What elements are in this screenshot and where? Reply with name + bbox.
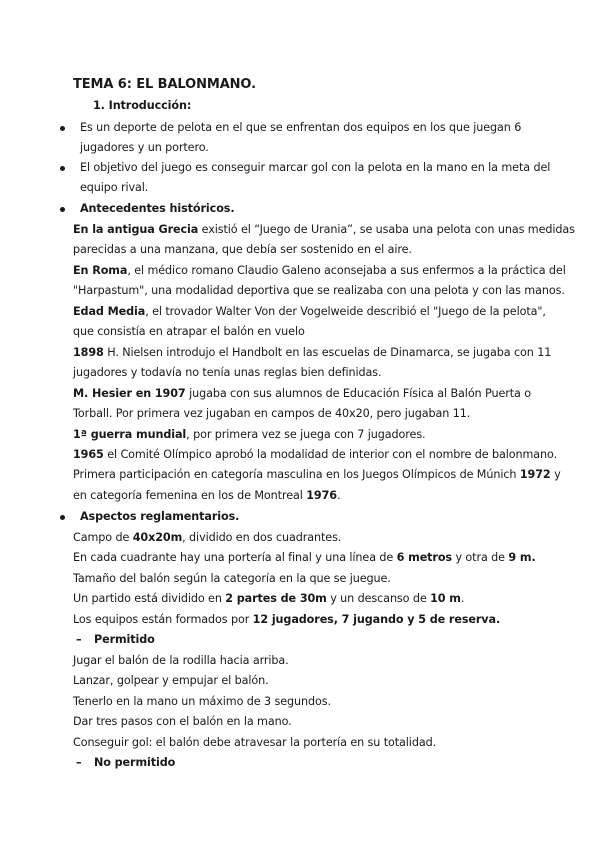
hesier-paragraph: M. Hesier en 1907 jugaba con sus alumnos de Educación Física al Balón Puerta o bbox=[73, 387, 531, 400]
permitido-heading: Permitido bbox=[94, 633, 155, 646]
intro-bullet-1-line-1: Es un deporte de pelota en el que se enfrentan dos equipos en los que juegan 6 bbox=[80, 121, 522, 134]
intro-bullet-1-line-2: jugadores y un portero. bbox=[80, 141, 209, 154]
campo-line: Campo de 40x20m, dividido en dos cuadrantes. bbox=[73, 531, 342, 544]
no-permitido-heading: No permitido bbox=[94, 756, 176, 769]
intro-bullet-2-line-1: El objetivo del juego es conseguir marcar gol con la pelota en la mano en la meta del bbox=[80, 161, 551, 174]
year-1965-paragraph: 1965 el Comité Olímpico aprobó la modalidad de interior con el nombre de balonmano. bbox=[73, 448, 558, 461]
antecedentes-heading: Antecedentes históricos. bbox=[80, 202, 235, 215]
permitido-item-3: Tenerlo en la mano un máximo de 3 segundos. bbox=[73, 695, 331, 708]
page-title: TEMA 6: EL BALONMANO. bbox=[73, 77, 256, 92]
guerra-paragraph: 1ª guerra mundial, por primera vez se juega con 7 jugadores. bbox=[73, 428, 426, 441]
partido-line: Un partido está dividido en 2 partes de 30m y un descanso de 10 m. bbox=[73, 592, 465, 605]
hesier-paragraph-line-2: Torball. Por primera vez jugaban en campos de 40x20, pero jugaban 11. bbox=[73, 407, 471, 420]
permitido-item-2: Lanzar, golpear y empujar el balón. bbox=[73, 674, 269, 687]
grecia-paragraph-line-2: parecidas a una manzana, que debía ser sostenido en el aire. bbox=[73, 243, 412, 256]
reglamento-heading: Aspectos reglamentarios. bbox=[80, 510, 240, 523]
bullet-icon bbox=[60, 207, 65, 212]
roma-paragraph-line-2: "Harpastum", una modalidad deportiva que se realizaba con una pelota y con las manos. bbox=[73, 284, 565, 297]
dash-icon: – bbox=[76, 756, 82, 769]
montreal-paragraph: en categoría femenina en los de Montreal 1976. bbox=[73, 489, 341, 502]
munich-paragraph: Primera participación en categoría masculina en los Juegos Olímpicos de Múnich 1972 y bbox=[73, 468, 561, 481]
year-1898-paragraph-line-2: jugadores y todavía no tenía unas reglas bien definidas. bbox=[73, 366, 382, 379]
equipos-line: Los equipos están formados por 12 jugadores, 7 jugando y 5 de reserva. bbox=[73, 613, 501, 626]
balon-line: Tamaño del balón según la categoría en la que se juegue. bbox=[73, 572, 391, 585]
edad-media-paragraph: Edad Media, el trovador Walter Von der Vogelweide describió el "Juego de la pelota", bbox=[73, 305, 546, 318]
bullet-icon bbox=[60, 126, 65, 131]
bullet-icon bbox=[60, 166, 65, 171]
intro-heading: 1. Introducción: bbox=[93, 99, 192, 112]
roma-paragraph: En Roma, el médico romano Claudio Galeno aconsejaba a sus enfermos a la práctica del bbox=[73, 264, 566, 277]
cuadrante-line: En cada cuadrante hay una portería al final y una línea de 6 metros y otra de 9 m. bbox=[73, 551, 536, 564]
permitido-item-5: Conseguir gol: el balón debe atravesar la portería en su totalidad. bbox=[73, 736, 437, 749]
bullet-icon bbox=[60, 515, 65, 520]
dash-icon: – bbox=[76, 633, 82, 646]
permitido-item-1: Jugar el balón de la rodilla hacia arriba. bbox=[73, 654, 289, 667]
year-1898-paragraph: 1898 H. Nielsen introdujo el Handbolt en las escuelas de Dinamarca, se jugaba con 11 bbox=[73, 346, 552, 359]
edad-media-paragraph-line-2: que consistía en atrapar el balón en vuelo bbox=[73, 325, 305, 338]
intro-bullet-2-line-2: equipo rival. bbox=[80, 181, 149, 194]
grecia-paragraph: En la antigua Grecia existió el “Juego de Urania”, se usaba una pelota con unas medidas bbox=[73, 223, 575, 236]
permitido-item-4: Dar tres pasos con el balón en la mano. bbox=[73, 715, 292, 728]
